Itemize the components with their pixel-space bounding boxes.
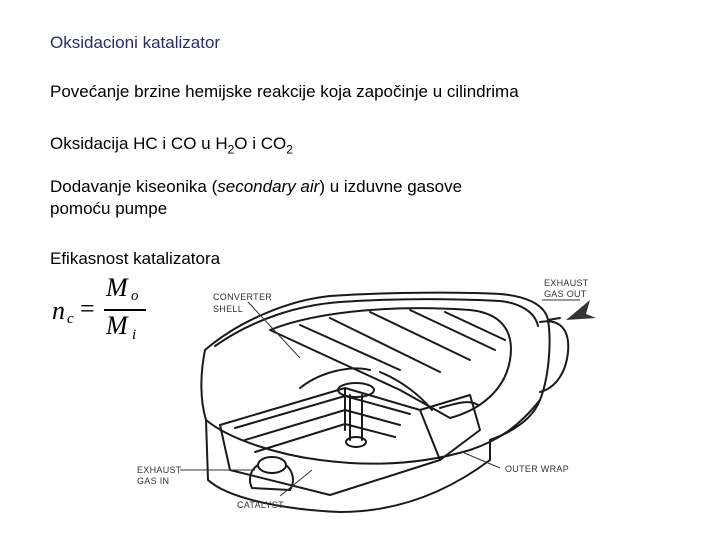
label-converter-1: CONVERTER [213,292,273,302]
formula-denominator-sub: i [132,327,137,343]
label-exhaust-in-2: GAS IN [137,476,170,486]
secondary-air-italic: secondary air [217,177,320,196]
oxidation-text-mid: O i CO [234,134,287,153]
secondary-air-pre: Dodavanje kiseonika ( [50,177,218,196]
formula-denominator: M [106,311,128,340]
secondary-air-cont: pomoću pumpe [50,199,168,218]
label-exhaust-in-1: EXHAUST [137,465,182,475]
label-catalyst: CATALYST [237,500,284,510]
slide-title: Oksidacioni katalizator [50,33,221,52]
label-exhaust-out-1: EXHAUST [544,278,589,288]
catalyst-bed [220,388,440,495]
secondary-air-post: ) u izduvne gasove [319,177,463,196]
exhaust-out-arrow-icon [566,300,596,320]
bullet-efficiency: Efikasnost katalizatora [50,249,221,268]
oxidation-text-pre: Oksidacija HC i CO u H [50,134,228,153]
label-converter-2: SHELL [213,304,244,314]
formula-equals: = [80,294,95,323]
label-exhaust-out-2: GAS OUT [544,289,587,299]
h2o-subscript: 2 [227,142,235,157]
formula-lhs-sub: c [67,311,74,327]
formula-numerator: M [106,273,128,302]
co2-subscript: 2 [286,142,293,157]
bullet-reaction-speed: Povećanje brzine hemijske reakcije koja započinje u cilindrima [50,82,519,101]
formula-lhs: n [52,296,65,325]
formula-numerator-sub: o [131,288,139,304]
label-outer-wrap: OUTER WRAP [505,464,570,474]
